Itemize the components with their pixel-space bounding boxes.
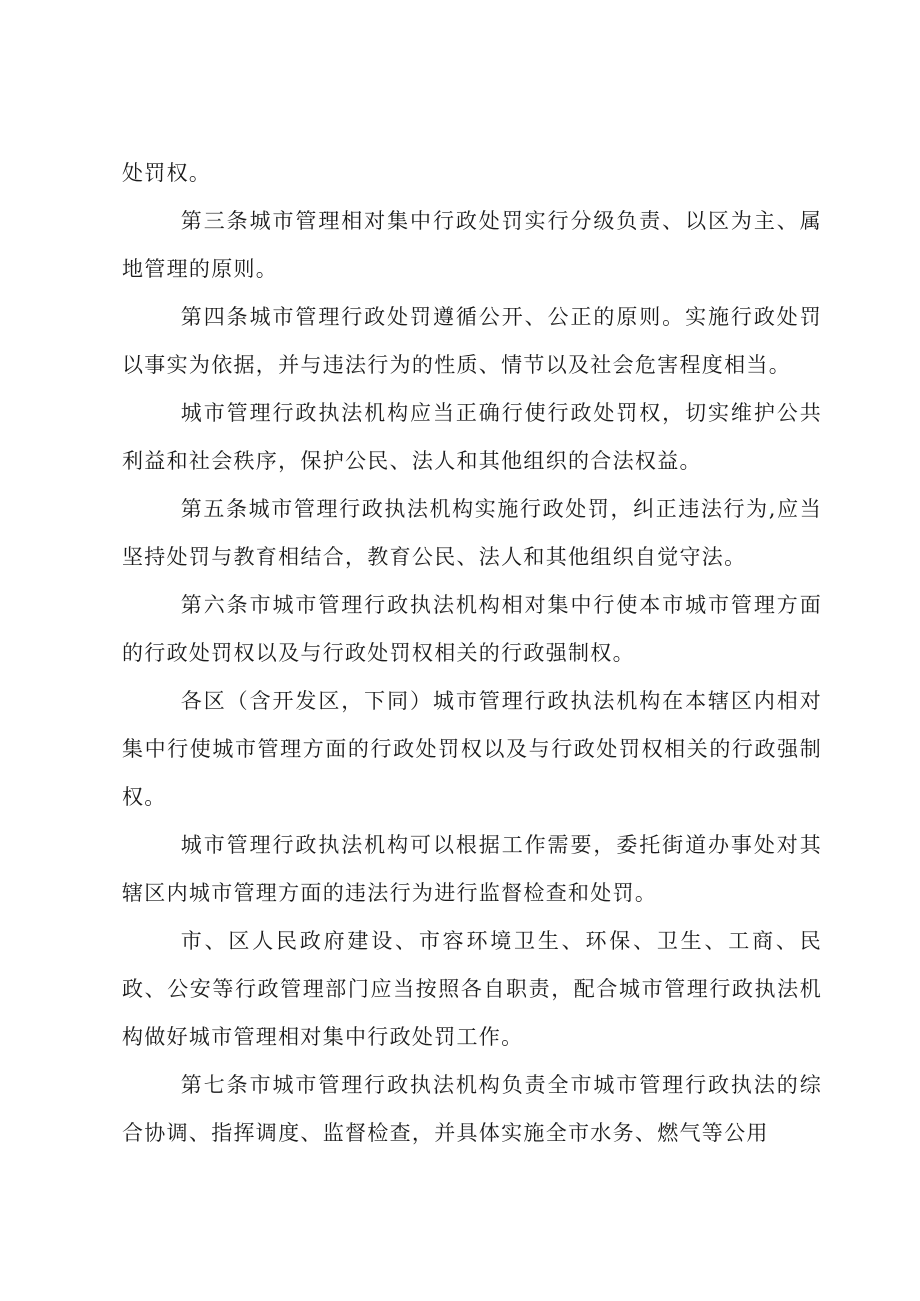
paragraph-article-4: 第四条城市管理行政处罚遵循公开、公正的原则。实施行政处罚以事实为依据，并与违法行为的性质、情节以及社会危害程度相当。	[122, 305, 822, 377]
paragraph-article-7: 第七条市城市管理行政执法机构负责全市城市管理行政执法的综合协调、指挥调度、监督检查，并具体实施全市水务、燃气等公用	[122, 1073, 822, 1145]
paragraph-article-6-districts: 各区（含开发区，下同）城市管理行政执法机构在本辖区内相对集中行使城市管理方面的行政处罚权以及与行政处罚权相关的行政强制权。	[122, 689, 822, 809]
paragraph-article-3: 第三条城市管理相对集中行政处罚实行分级负责、以区为主、属地管理的原则。	[122, 209, 822, 281]
paragraph-article-4-cont: 城市管理行政执法机构应当正确行使行政处罚权，切实维护公共利益和社会秩序，保护公民、法人和其他组织的合法权益。	[122, 401, 822, 473]
paragraph-1: 处罚权。	[122, 161, 212, 185]
paragraph-article-6: 第六条市城市管理行政执法机构相对集中行使本市城市管理方面的行政处罚权以及与行政处罚权相关的行政强制权。	[122, 593, 822, 665]
document-body	[122, 149, 822, 1157]
paragraph-article-6-cooperation: 市、区人民政府建设、市容环境卫生、环保、卫生、工商、民政、公安等行政管理部门应当按照各自职责，配合城市管理行政执法机构做好城市管理相对集中行政处罚工作。	[122, 929, 822, 1049]
paragraph-article-5: 第五条城市管理行政执法机构实施行政处罚，纠正违法行为,应当坚持处罚与教育相结合，教育公民、法人和其他组织自觉守法。	[122, 497, 822, 569]
paragraph-article-6-delegation: 城市管理行政执法机构可以根据工作需要，委托街道办事处对其辖区内城市管理方面的违法行为进行监督检查和处罚。	[122, 833, 822, 905]
